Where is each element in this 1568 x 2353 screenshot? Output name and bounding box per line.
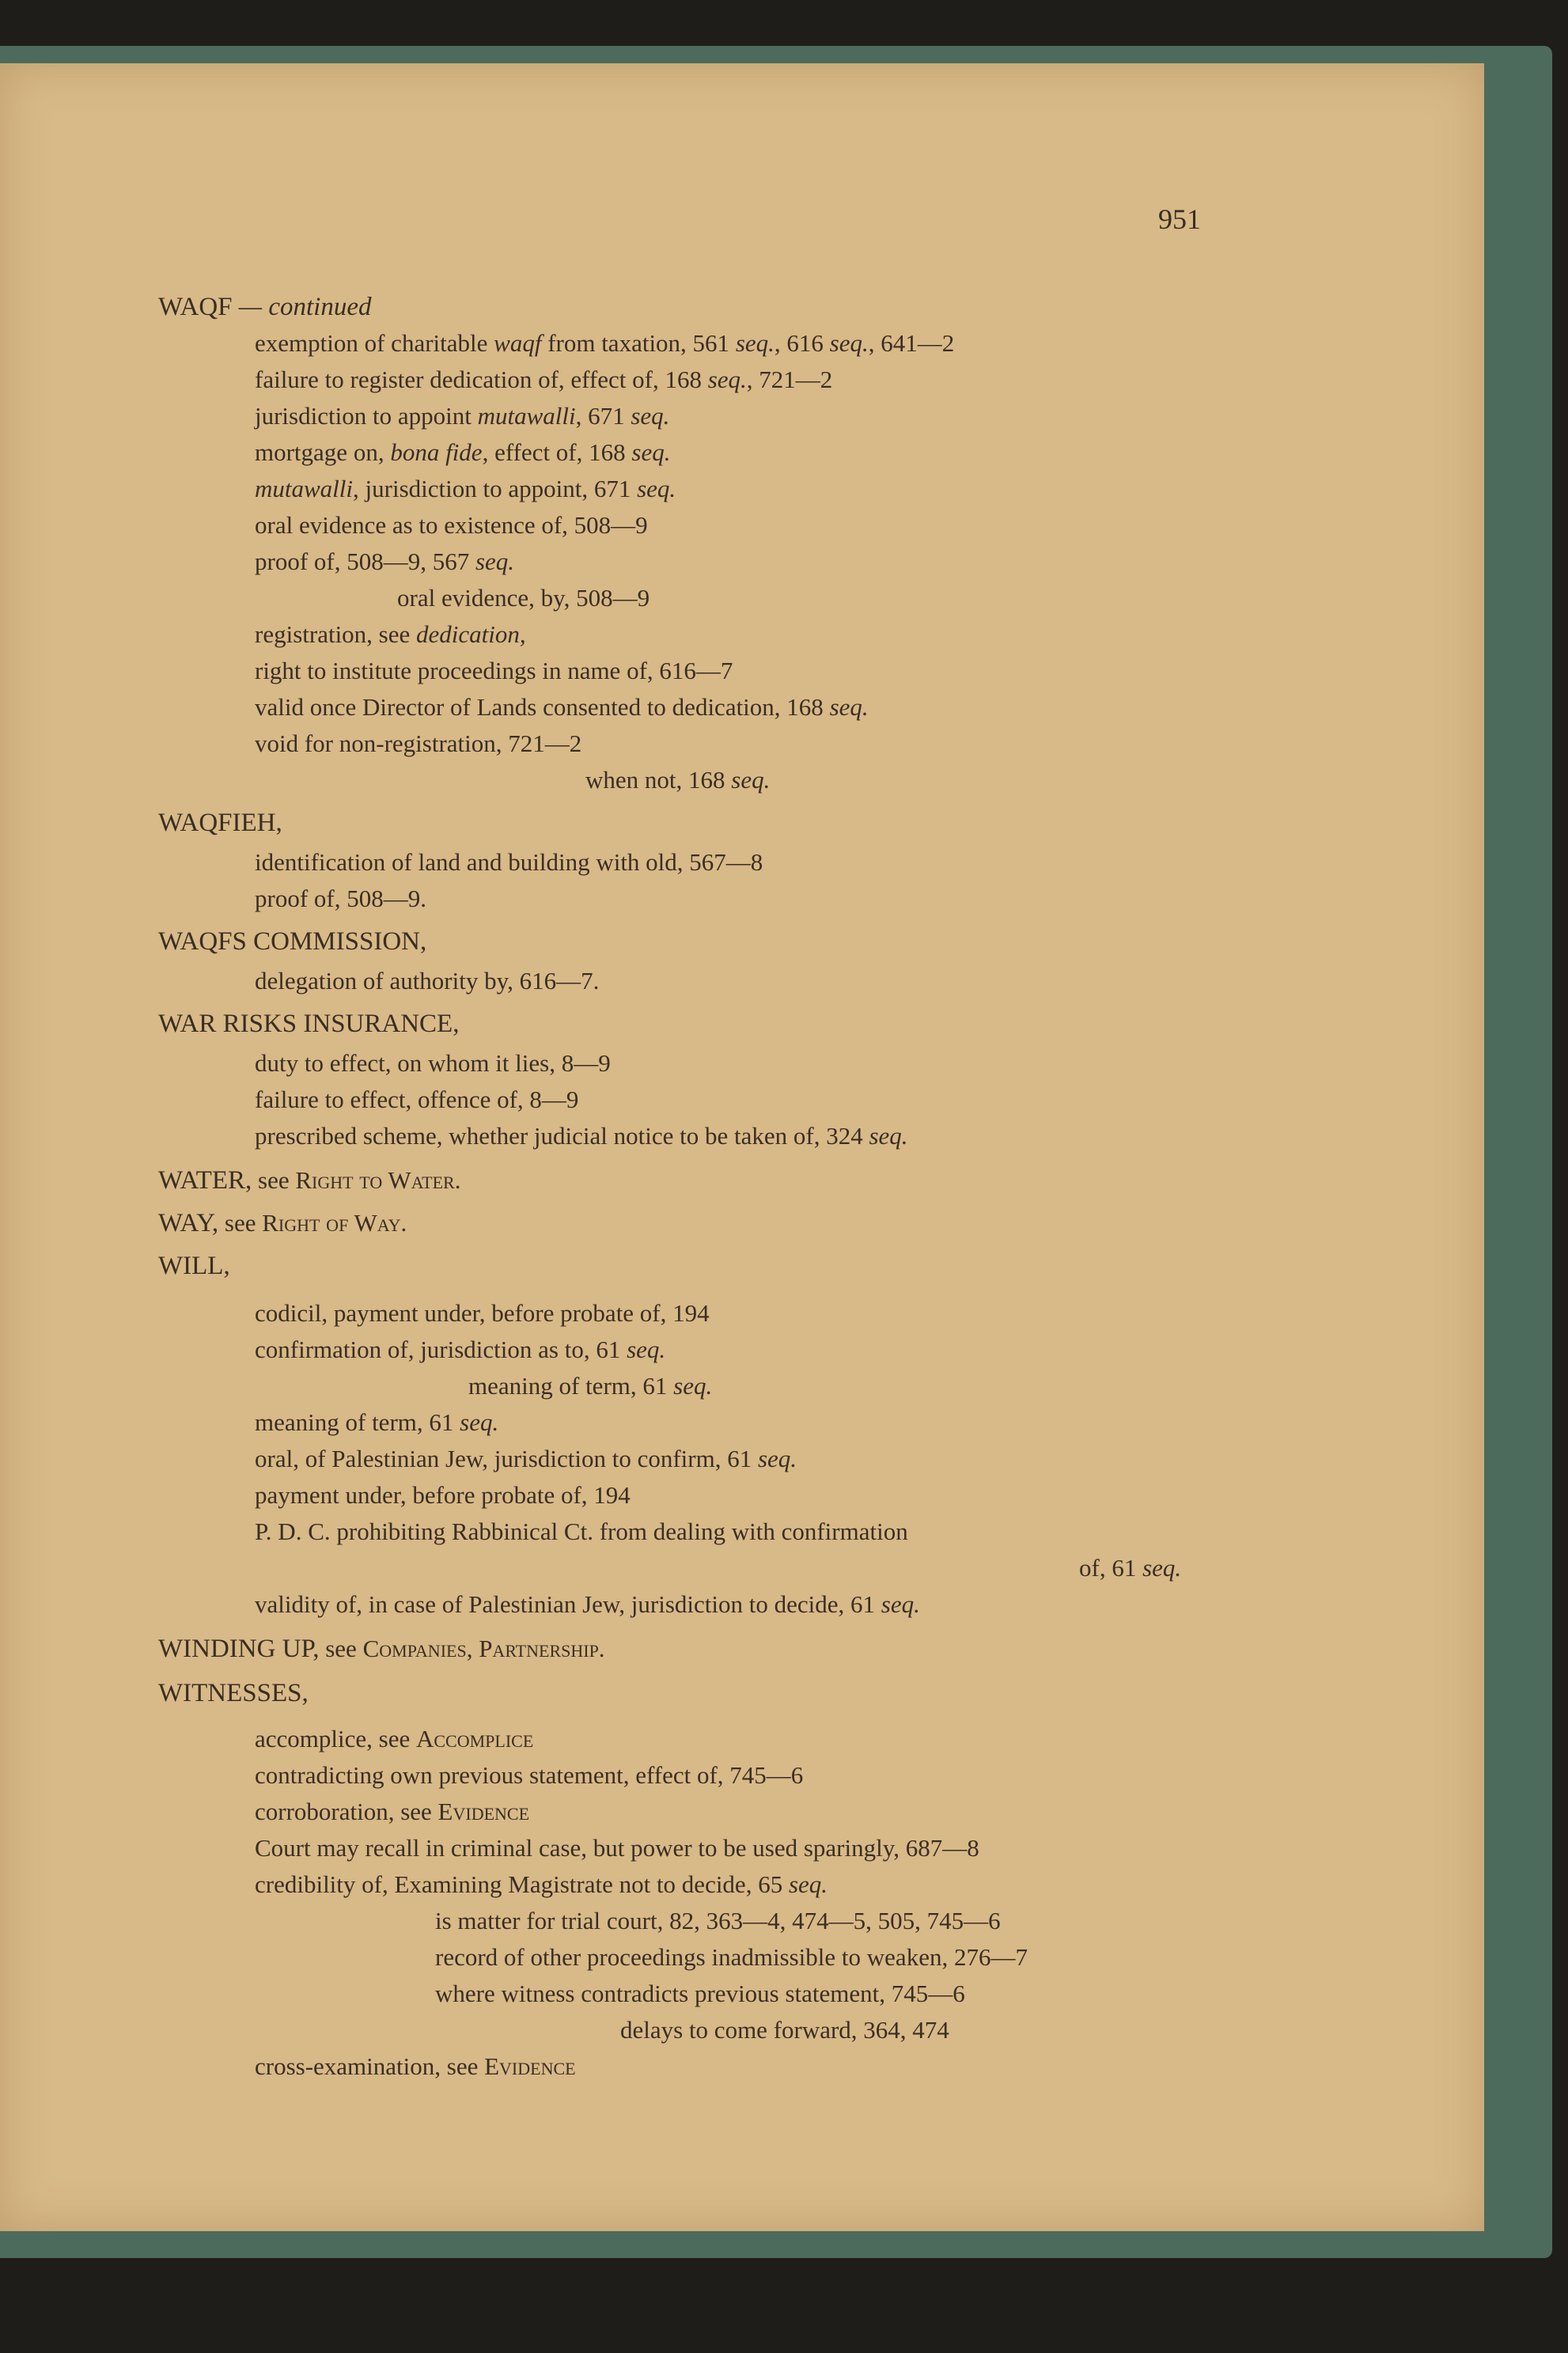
index-line: identification of land and building with old, 567—8	[255, 848, 763, 876]
index-line: oral evidence as to existence of, 508—9	[255, 511, 648, 539]
index-line: oral, of Palestinian Jew, jurisdiction to confirm, 61 seq.	[255, 1445, 797, 1472]
entry-heading-water: WATER, see Right to Water.	[158, 1166, 461, 1195]
index-line: prescribed scheme, whether judicial notice to be taken of, 324 seq.	[255, 1122, 908, 1150]
index-page	[0, 63, 1484, 2231]
entry-heading-war-risks: WAR RISKS INSURANCE,	[158, 1010, 460, 1038]
index-line: meaning of term, 61 seq.	[468, 1372, 713, 1400]
index-line: record of other proceedings inadmissible to weaken, 276—7	[435, 1943, 1028, 1971]
index-line: exemption of charitable waqf from taxation, 561 seq., 616 seq., 641—2	[255, 329, 955, 357]
index-line: when not, 168 seq.	[585, 766, 771, 794]
index-line: mutawalli, jurisdiction to appoint, 671 seq.	[255, 475, 676, 502]
index-line: meaning of term, 61 seq.	[255, 1408, 499, 1436]
index-line: failure to effect, offence of, 8—9	[255, 1086, 579, 1113]
index-line: validity of, in case of Palestinian Jew, jurisdiction to decide, 61 seq.	[255, 1590, 920, 1618]
index-line: corroboration, see Evidence	[255, 1798, 530, 1825]
index-line: codicil, payment under, before probate of, 194	[255, 1299, 710, 1327]
entry-heading-will: WILL,	[158, 1252, 230, 1280]
index-line: confirmation of, jurisdiction as to, 61 seq.	[255, 1336, 666, 1363]
index-line: contradicting own previous statement, effect of, 745—6	[255, 1761, 804, 1789]
index-line: delegation of authority by, 616—7.	[255, 967, 600, 995]
index-line: registration, see dedication,	[255, 620, 526, 648]
index-line: jurisdiction to appoint mutawalli, 671 seq.	[255, 402, 670, 430]
index-line: void for non-registration, 721—2	[255, 729, 582, 757]
entry-heading-waqfs-commission: WAQFS COMMISSION,	[158, 927, 427, 956]
index-line: oral evidence, by, 508—9	[397, 584, 650, 612]
index-line: failure to register dedication of, effect of, 168 seq., 721—2	[255, 366, 833, 393]
entry-heading-witnesses: WITNESSES,	[158, 1679, 309, 1707]
index-line: proof of, 508—9.	[255, 885, 426, 912]
index-line: is matter for trial court, 82, 363—4, 474—5, 505, 745—6	[435, 1907, 1001, 1934]
index-line: where witness contradicts previous statement, 745—6	[435, 1980, 965, 2007]
index-line: payment under, before probate of, 194	[255, 1481, 631, 1509]
entry-heading-way: WAY, see Right of Way.	[158, 1209, 407, 1237]
index-line: cross-examination, see Evidence	[255, 2052, 576, 2080]
index-line: mortgage on, bona fide, effect of, 168 seq.	[255, 438, 671, 466]
index-line: proof of, 508—9, 567 seq.	[255, 548, 515, 575]
index-line: P. D. C. prohibiting Rabbinical Ct. from dealing with confirmation	[255, 1518, 908, 1545]
index-line: credibility of, Examining Magistrate not to decide, 65 seq.	[255, 1870, 828, 1898]
entry-heading-waqf: WAQF — continued	[158, 293, 372, 321]
index-line: duty to effect, on whom it lies, 8—9	[255, 1049, 611, 1077]
index-line: delays to come forward, 364, 474	[620, 2016, 949, 2044]
page-number: 951	[1158, 203, 1201, 235]
entry-heading-waqfieh: WAQFIEH,	[158, 809, 282, 837]
index-line: accomplice, see Accomplice	[255, 1725, 534, 1752]
index-line: Court may recall in criminal case, but power to be used sparingly, 687—8	[255, 1834, 979, 1862]
index-line: right to institute proceedings in name of, 616—7	[255, 657, 733, 684]
entry-heading-winding-up: WINDING UP, see Companies, Partnership.	[158, 1635, 605, 1663]
index-line: of, 61 seq.	[1079, 1554, 1182, 1582]
index-line: valid once Director of Lands consented to dedication, 168 seq.	[255, 693, 869, 721]
